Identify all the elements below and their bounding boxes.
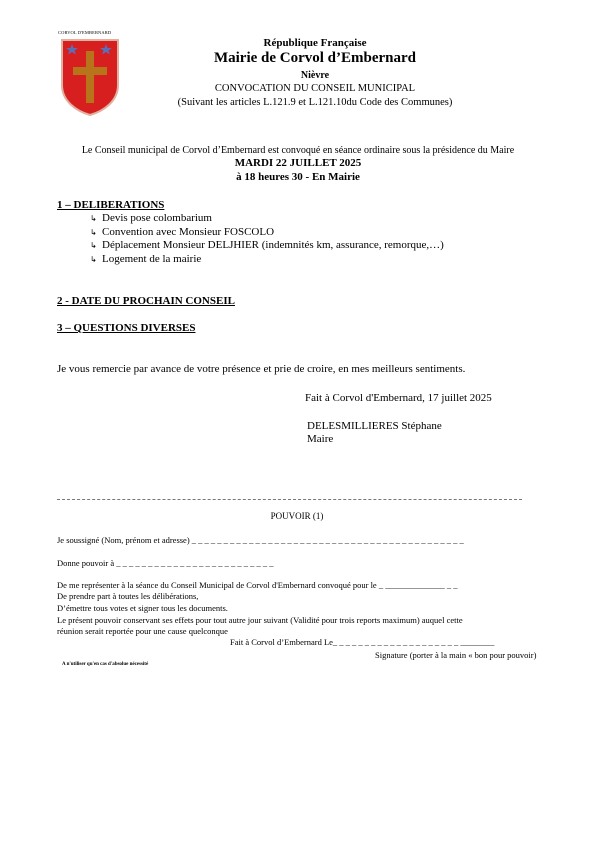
proxy-form-title: POUVOIR (1): [270, 511, 324, 521]
list-item-text: Convention avec Monsieur FOSCOLO: [102, 225, 275, 238]
list-item-text: Devis pose colombarium: [102, 212, 212, 224]
deliberations-list: [90, 212, 444, 266]
closing-sentence: Je vous remercie par avance de votre présence et prie de croire, en mes meilleurs sentiments.: [57, 363, 466, 375]
list-item: [90, 226, 444, 240]
meeting-time-place: à 18 heures 30 - En Mairie: [236, 171, 360, 183]
section-next-council-heading: 2 - DATE DU PROCHAIN CONSEIL: [57, 295, 235, 307]
section-various-questions-heading: 3 – QUESTIONS DIVERSES: [57, 322, 196, 334]
arrow-bullet-icon: ↳: [90, 227, 97, 237]
proxy-place-date-line: Fait à Corvol d’Embernard Le_ _ _ _ _ _ _ _ _ _ _ _ _ _ _ _ _ _ _ _ ________: [230, 637, 495, 647]
proxy-signature-label: Signature (porter à la main « bon pour pouvoir): [375, 650, 537, 660]
list-item: [90, 212, 444, 226]
proxy-undersigned-line: Je soussigné (Nom, prénom et adresse) _ _ _ _ _ _ _ _ _ _ _ _ _ _ _ _ _ _ _ _ _ _ _ _ _ _ _ _ _ _ _ _ _ _ _ _ _ _ _ _ _ _ _: [57, 535, 464, 545]
meeting-date: MARDI 22 JUILLET 2025: [234, 157, 362, 169]
coat-of-arms-icon: [59, 37, 121, 117]
proxy-footnote: A n'utiliser qu'en cas d'absolue nécessité: [62, 662, 149, 667]
crest-caption: CORVOL D'EMBERNARD: [58, 30, 112, 35]
list-item: [90, 253, 444, 267]
arrow-bullet-icon: ↳: [90, 241, 97, 250]
arrow-bullet-icon: ↳: [90, 254, 97, 264]
proxy-validity-line: Le présent pouvoir conservant ses effets pour tout autre jour suivant (Validité pour trois reports maximum) auquel cette: [57, 615, 463, 625]
proxy-represent-line: De me représenter à la séance du Conseil Municipal de Corvol d'Embernard convoqué pour le _ ______________ _ _: [57, 580, 458, 590]
proxy-postponed-line: réunion serait reportée pour une cause quelconque: [57, 626, 228, 636]
signer-role: Maire: [307, 433, 334, 445]
cut-line-divider: [57, 499, 522, 500]
list-item: [90, 239, 444, 253]
republic-heading: République Française: [263, 37, 367, 49]
convocation-intro: Le Conseil municipal de Corvol d’Embernard est convoqué en séance ordinaire sous la présidence du Maire: [81, 145, 515, 156]
proxy-votes-line: D’émettre tous votes et signer tous les documents.: [57, 603, 228, 613]
proxy-deliberations-line: De prendre part à toutes les délibérations,: [57, 591, 199, 601]
legal-reference: (Suivant les articles L.121.9 et L.121.10du Code des Communes): [177, 97, 453, 108]
department-name: Nièvre: [300, 70, 330, 81]
arrow-bullet-icon: ↳: [90, 214, 97, 223]
proxy-grantee-line: Donne pouvoir à _ _ _ _ _ _ _ _ _ _ _ _ _ _ _ _ _ _ _ _ _ _ _ _ _: [57, 558, 274, 568]
town-hall-title: Mairie de Corvol d’Embernard: [213, 50, 417, 66]
signer-name: DELESMILLIERES Stéphane: [307, 420, 442, 432]
convocation-title: CONVOCATION DU CONSEIL MUNICIPAL: [214, 83, 416, 94]
section-deliberations-heading: 1 – DELIBERATIONS: [57, 199, 165, 211]
list-item-text: Logement de la mairie: [102, 252, 202, 265]
list-item-text: Déplacement Monsieur DELJHIER (indemnités km, assurance, remorque,…): [102, 239, 444, 251]
place-date-line: Fait à Corvol d'Embernard, 17 juillet 2025: [305, 392, 492, 404]
